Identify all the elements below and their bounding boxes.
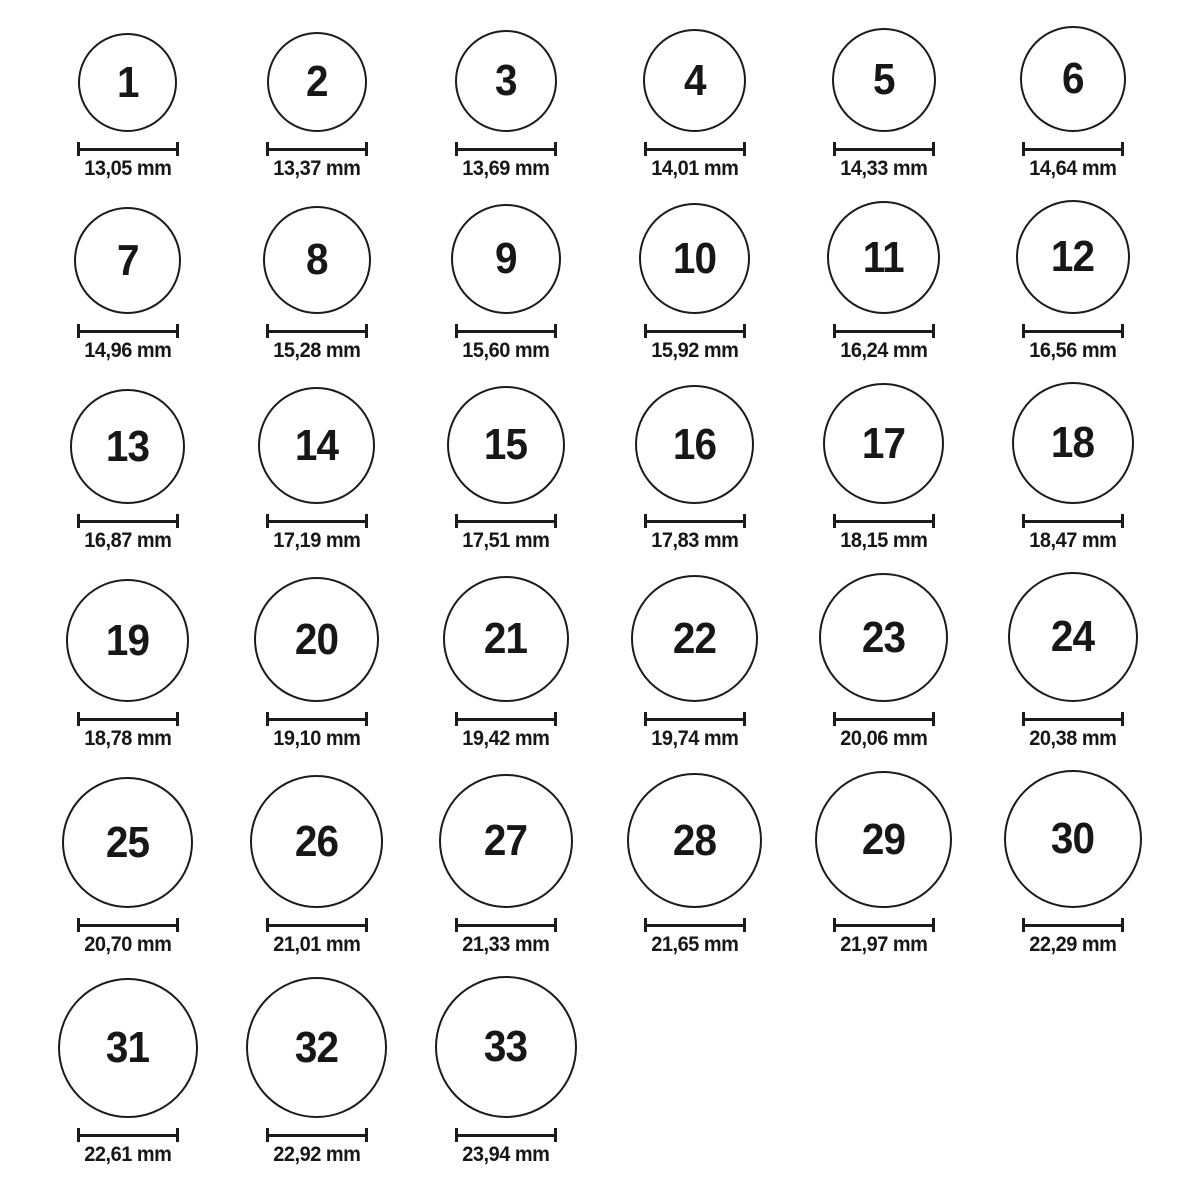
ring-circle [631, 575, 758, 702]
diameter-measure-line [833, 712, 935, 726]
diameter-measure-line [77, 918, 179, 932]
diameter-measure-line [266, 918, 368, 932]
ring-size-chart [33, 0, 1167, 1166]
ring-size-cell [222, 577, 411, 750]
ring-size-number: 10 [672, 233, 717, 283]
diameter-label: 15,92 mm [650, 339, 739, 362]
ring-size-number: 31 [105, 1023, 150, 1072]
measure-line-bar [836, 718, 932, 721]
diameter-measure-line [644, 324, 746, 338]
measure-line-bar [458, 1134, 554, 1137]
measure-line-bar [269, 924, 365, 927]
ring-circle [70, 389, 185, 504]
diameter-label: 13,37 mm [272, 157, 361, 180]
diameter-label: 19,10 mm [272, 727, 361, 750]
diameter-measure-line [833, 514, 935, 528]
ring-size-cell [978, 200, 1167, 362]
diameter-label: 17,83 mm [650, 529, 739, 552]
diameter-label: 21,33 mm [461, 933, 550, 956]
ring-size-row [33, 26, 1167, 180]
diameter-measure-line [1022, 324, 1124, 338]
diameter-measure-line [1022, 514, 1124, 528]
diameter-label: 23,94 mm [461, 1143, 550, 1166]
ring-circle [815, 771, 952, 908]
ring-size-cell [978, 26, 1167, 180]
diameter-measure-line [455, 142, 557, 156]
ring-size-number: 17 [861, 418, 906, 468]
measure-line-bar [458, 148, 554, 151]
ring-circle [1012, 382, 1134, 504]
diameter-label: 22,92 mm [272, 1143, 361, 1166]
ring-size-number: 28 [672, 815, 717, 865]
measure-line-bar [80, 924, 176, 927]
diameter-measure-line [455, 918, 557, 932]
diameter-measure-line [1022, 712, 1124, 726]
ring-size-cell [33, 777, 222, 956]
ring-size-number: 26 [294, 816, 339, 866]
diameter-label: 19,74 mm [650, 727, 739, 750]
ring-size-cell [978, 382, 1167, 552]
diameter-measure-line [77, 712, 179, 726]
ring-size-number: 21 [483, 614, 528, 663]
ring-size-number: 30 [1050, 814, 1095, 863]
ring-size-cell [411, 30, 600, 180]
ring-circle [74, 207, 181, 314]
ring-circle [451, 204, 561, 314]
ring-size-number: 12 [1050, 232, 1095, 281]
ring-size-cell [33, 207, 222, 362]
ring-circle [643, 29, 746, 132]
diameter-measure-line [833, 918, 935, 932]
diameter-label: 20,06 mm [839, 727, 928, 750]
measure-line-bar [836, 520, 932, 523]
diameter-measure-line [644, 712, 746, 726]
ring-circle [58, 978, 198, 1118]
ring-circle [435, 976, 577, 1118]
ring-size-number: 18 [1050, 418, 1095, 467]
ring-size-row [33, 382, 1167, 552]
ring-size-cell [222, 977, 411, 1166]
ring-size-number: 24 [1050, 612, 1095, 661]
diameter-label: 22,61 mm [83, 1143, 172, 1166]
measure-line-bar [647, 718, 743, 721]
measure-line-bar [458, 718, 554, 721]
ring-size-row [33, 770, 1167, 956]
ring-circle [250, 775, 383, 908]
ring-size-cell [222, 775, 411, 956]
ring-size-cell [600, 29, 789, 180]
ring-size-cell [600, 203, 789, 362]
ring-size-cell [789, 201, 978, 362]
ring-size-cell [789, 28, 978, 180]
diameter-measure-line [455, 514, 557, 528]
ring-size-cell [789, 771, 978, 956]
diameter-label: 16,56 mm [1028, 339, 1117, 362]
diameter-measure-line [833, 324, 935, 338]
measure-line-bar [269, 718, 365, 721]
ring-size-cell [411, 774, 600, 956]
ring-circle [823, 383, 944, 504]
measure-line-bar [458, 924, 554, 927]
diameter-label: 18,78 mm [83, 727, 172, 750]
ring-circle [832, 28, 936, 132]
ring-size-number: 33 [483, 1022, 528, 1071]
ring-size-cell [411, 386, 600, 552]
ring-size-number: 23 [861, 612, 906, 662]
diameter-measure-line [644, 514, 746, 528]
measure-line-bar [836, 924, 932, 927]
ring-circle [827, 201, 940, 314]
measure-line-bar [269, 148, 365, 151]
measure-line-bar [1025, 718, 1121, 721]
ring-size-cell [33, 579, 222, 750]
measure-line-bar [647, 520, 743, 523]
ring-size-number: 3 [494, 56, 517, 105]
diameter-label: 13,69 mm [461, 157, 550, 180]
ring-size-cell [411, 576, 600, 750]
ring-size-cell [789, 383, 978, 552]
ring-circle [258, 387, 375, 504]
ring-size-cell [600, 575, 789, 750]
diameter-measure-line [644, 918, 746, 932]
ring-size-number: 11 [863, 232, 904, 282]
ring-size-row [33, 200, 1167, 362]
ring-size-number: 32 [294, 1022, 339, 1072]
measure-line-bar [836, 148, 932, 151]
diameter-label: 16,87 mm [83, 529, 172, 552]
measure-line-bar [836, 330, 932, 333]
ring-size-cell [789, 573, 978, 750]
diameter-measure-line [266, 712, 368, 726]
ring-size-number: 2 [305, 57, 328, 106]
measure-line-bar [1025, 148, 1121, 151]
diameter-label: 20,70 mm [83, 933, 172, 956]
diameter-measure-line [455, 712, 557, 726]
diameter-measure-line [77, 142, 179, 156]
ring-circle [635, 385, 754, 504]
diameter-label: 22,29 mm [1028, 933, 1117, 956]
diameter-label: 18,47 mm [1028, 529, 1117, 552]
diameter-label: 21,65 mm [650, 933, 739, 956]
ring-size-number: 4 [683, 55, 706, 105]
ring-size-cell [411, 976, 600, 1166]
measure-line-bar [269, 1134, 365, 1137]
ring-size-number: 27 [483, 816, 528, 865]
diameter-label: 14,01 mm [650, 157, 739, 180]
ring-size-cell [411, 204, 600, 362]
measure-line-bar [269, 520, 365, 523]
diameter-label: 15,60 mm [461, 339, 550, 362]
diameter-measure-line [266, 324, 368, 338]
diameter-measure-line [266, 142, 368, 156]
ring-size-number: 1 [116, 57, 139, 107]
ring-circle [78, 33, 177, 132]
ring-size-cell [600, 385, 789, 552]
ring-circle [267, 32, 367, 132]
diameter-measure-line [455, 1128, 557, 1142]
ring-circle [246, 977, 387, 1118]
diameter-label: 17,19 mm [272, 529, 361, 552]
ring-circle [439, 774, 573, 908]
ring-circle [627, 773, 762, 908]
measure-line-bar [80, 1134, 176, 1137]
ring-size-number: 13 [105, 421, 150, 471]
ring-circle [443, 576, 569, 702]
ring-size-cell [222, 206, 411, 362]
diameter-measure-line [266, 1128, 368, 1142]
measure-line-bar [647, 330, 743, 333]
ring-circle [455, 30, 557, 132]
ring-size-number: 8 [305, 235, 328, 284]
ring-circle [254, 577, 379, 702]
measure-line-bar [1025, 330, 1121, 333]
ring-size-number: 19 [105, 615, 150, 665]
ring-size-number: 20 [294, 614, 339, 664]
ring-size-number: 7 [116, 235, 139, 285]
ring-circle [66, 579, 189, 702]
ring-size-cell [33, 33, 222, 180]
measure-line-bar [647, 924, 743, 927]
ring-size-number: 9 [494, 234, 517, 283]
ring-circle [819, 573, 948, 702]
ring-size-number: 14 [294, 420, 339, 470]
ring-circle [1016, 200, 1130, 314]
diameter-measure-line [77, 514, 179, 528]
diameter-measure-line [77, 1128, 179, 1142]
diameter-measure-line [1022, 918, 1124, 932]
ring-circle [1004, 770, 1142, 908]
diameter-measure-line [266, 514, 368, 528]
ring-circle [263, 206, 371, 314]
ring-size-number: 16 [672, 419, 717, 469]
diameter-measure-line [77, 324, 179, 338]
measure-line-bar [647, 148, 743, 151]
measure-line-bar [1025, 520, 1121, 523]
diameter-label: 19,42 mm [461, 727, 550, 750]
ring-circle [639, 203, 750, 314]
diameter-measure-line [644, 142, 746, 156]
ring-circle [1008, 572, 1138, 702]
diameter-label: 14,33 mm [839, 157, 928, 180]
measure-line-bar [458, 330, 554, 333]
diameter-label: 17,51 mm [461, 529, 550, 552]
ring-size-cell [33, 978, 222, 1166]
ring-circle [1020, 26, 1126, 132]
measure-line-bar [80, 330, 176, 333]
ring-size-cell [222, 387, 411, 552]
ring-size-cell [600, 773, 789, 956]
measure-line-bar [1025, 924, 1121, 927]
ring-size-number: 6 [1061, 54, 1084, 103]
diameter-label: 14,64 mm [1028, 157, 1117, 180]
ring-size-number: 22 [672, 613, 717, 663]
measure-line-bar [80, 148, 176, 151]
diameter-label: 13,05 mm [83, 157, 172, 180]
diameter-label: 14,96 mm [83, 339, 172, 362]
ring-size-number: 25 [105, 817, 150, 867]
ring-size-number: 15 [483, 420, 528, 469]
diameter-label: 18,15 mm [839, 529, 928, 552]
measure-line-bar [458, 520, 554, 523]
diameter-label: 21,01 mm [272, 933, 361, 956]
diameter-label: 16,24 mm [839, 339, 928, 362]
diameter-label: 15,28 mm [272, 339, 361, 362]
diameter-measure-line [833, 142, 935, 156]
ring-size-cell [978, 770, 1167, 956]
ring-size-cell [222, 32, 411, 180]
measure-line-bar [269, 330, 365, 333]
ring-size-cell [33, 389, 222, 552]
measure-line-bar [80, 718, 176, 721]
ring-size-cell [978, 572, 1167, 750]
ring-size-row [33, 976, 1167, 1166]
ring-size-number: 29 [861, 814, 906, 864]
ring-size-number: 5 [872, 55, 895, 104]
ring-size-row [33, 572, 1167, 750]
diameter-label: 20,38 mm [1028, 727, 1117, 750]
ring-circle [447, 386, 565, 504]
diameter-measure-line [455, 324, 557, 338]
ring-circle [62, 777, 193, 908]
measure-line-bar [80, 520, 176, 523]
diameter-label: 21,97 mm [839, 933, 928, 956]
diameter-measure-line [1022, 142, 1124, 156]
